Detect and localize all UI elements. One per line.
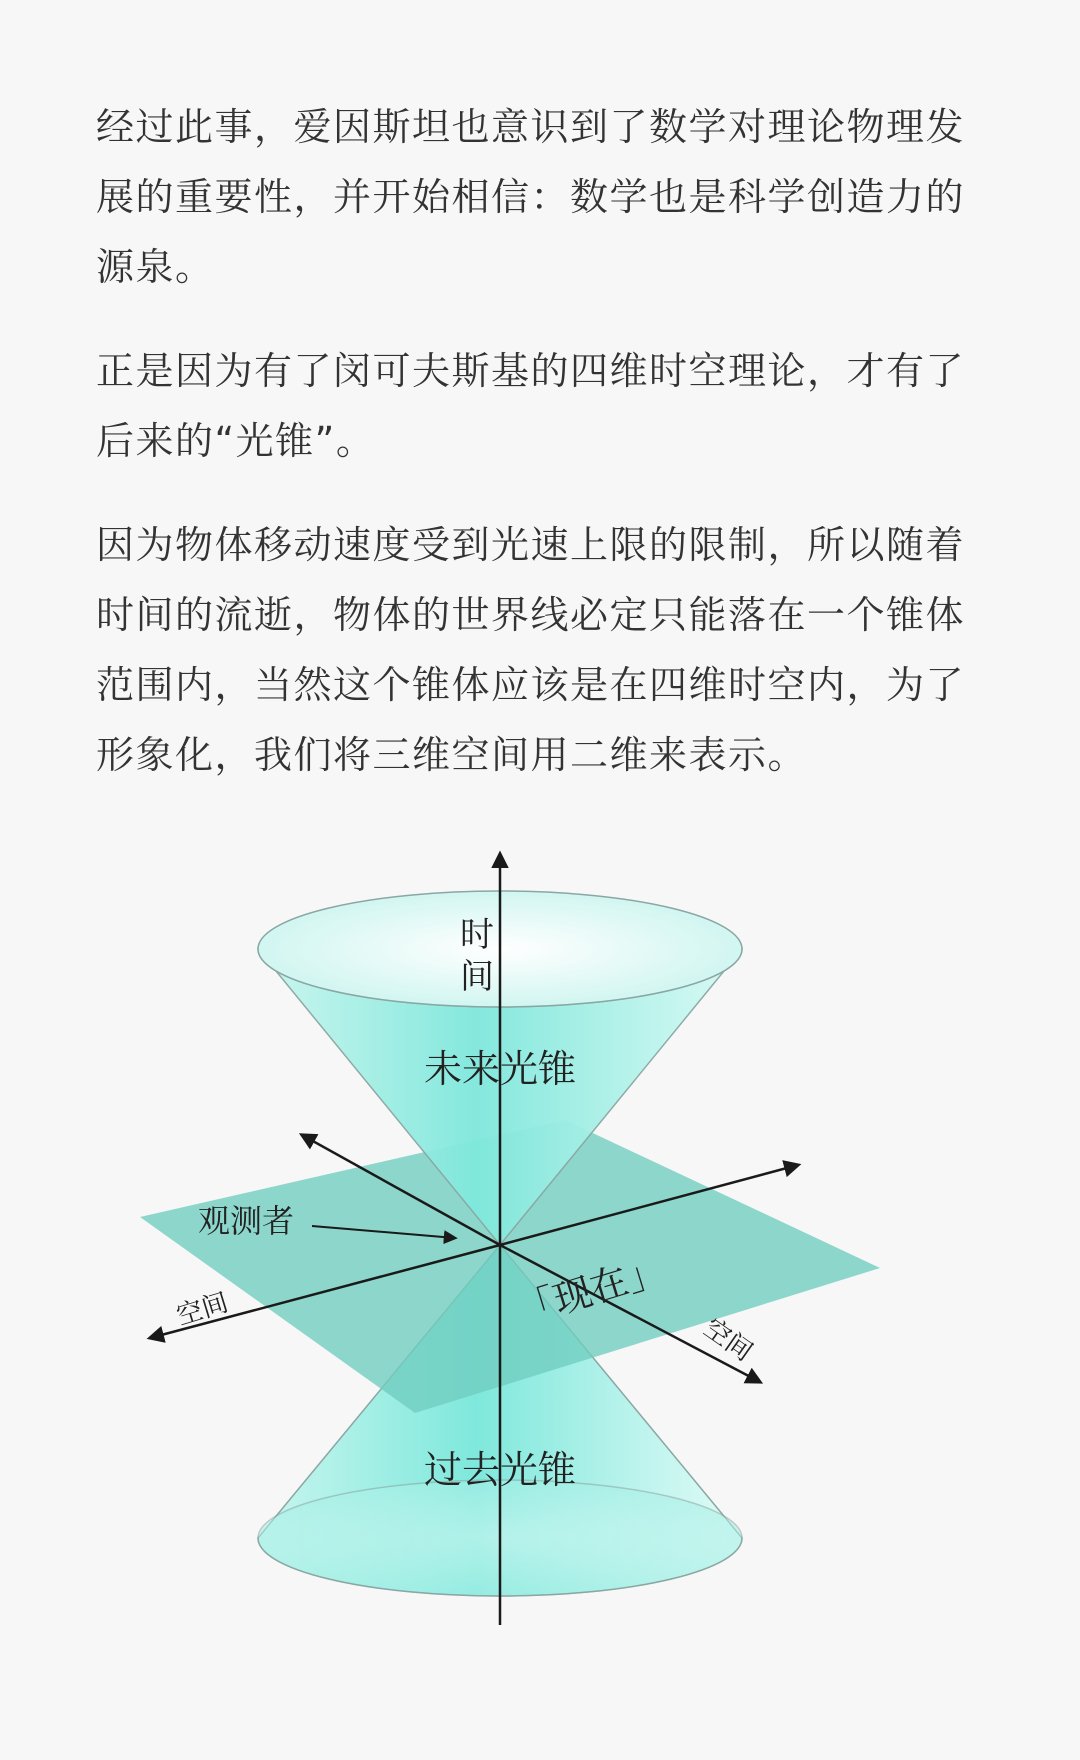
observer-label: 观测者 bbox=[198, 1202, 295, 1240]
article-body bbox=[96, 92, 986, 824]
future-cone-label: 未来光锥 bbox=[423, 1047, 577, 1091]
space-label-right: 空间 bbox=[697, 1313, 758, 1368]
present-label: 「现在」 bbox=[511, 1247, 671, 1334]
time-axis-label-1: 时 bbox=[460, 915, 494, 955]
space-label-left: 空间 bbox=[173, 1287, 232, 1332]
light-cone-figure bbox=[0, 820, 1080, 1640]
paragraph-3: 因为物体移动速度受到光速上限的限制，所以随着 时间的流逝，物体的世界线必定只能落在一个锥体 范围内，当然这个锥体应该是在四维时空内，为了 形象化，我们将三维空间用二维来表示。 bbox=[96, 523, 966, 777]
paragraph-2: 正是因为有了闵可夫斯基的四维时空理论，才有了 后来的“光锥”。 bbox=[96, 349, 966, 463]
past-cone-label: 过去光锥 bbox=[423, 1448, 577, 1492]
light-cone-diagram bbox=[0, 820, 1080, 1640]
time-axis-label-2: 间 bbox=[460, 957, 494, 997]
paragraph-1: 经过此事，爱因斯坦也意识到了数学对理论物理发 展的重要性，并开始相信：数学也是科学创造力的 源泉。 bbox=[96, 105, 966, 289]
